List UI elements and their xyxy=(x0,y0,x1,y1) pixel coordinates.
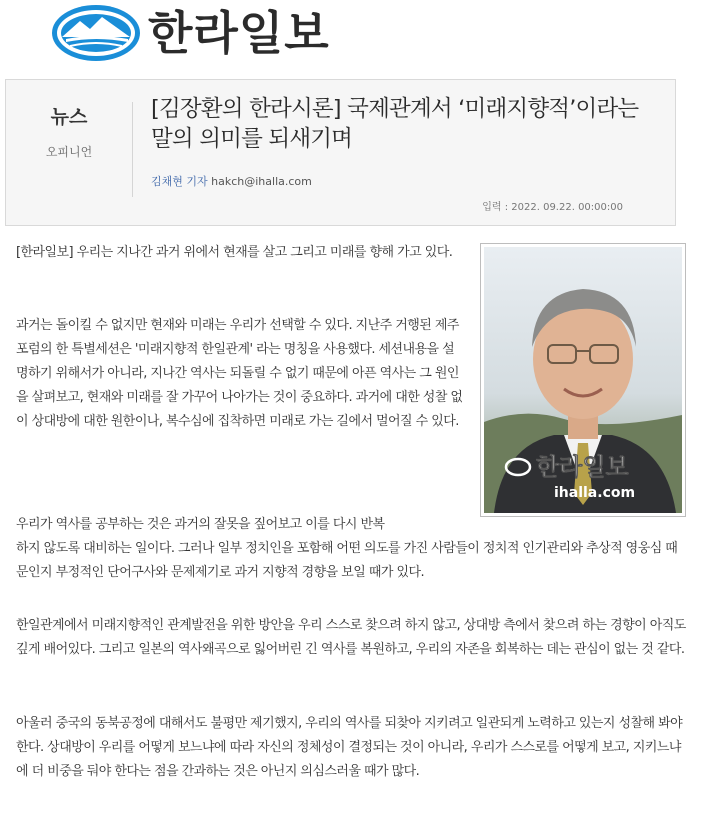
article-paragraph: 한일관계에서 미래지향적인 관계발전을 위한 방안을 우리 스스로 찾으려 하지 않고, 상대방 측에서 찾으려 하는 경향이 아직도 깊게 배어있다. 그리고 일본의 역사왜곡으로 잃어버린 긴 역사를 복원하고, 우리의 자존을 회복하는 데는 관심이 없는 것 같다. xyxy=(16,618,686,657)
article-paragraph: 과거는 돌이킬 수 없지만 현재와 미래는 우리가 선택할 수 있다. 지난주 거행된 제주포럼의 한 특별세션은 '미래지향적 한일관계' 라는 명칭을 사용했다. 세션내용을 설명하기 위해서가 아니라, 지나간 역사는 되돌릴 수 없기 때문에 아픈 역사는 그 원인을 살펴보고, 현재와 미래를 잘 가꾸어 나아가는 것이 중요하다. 과거에 대한 성찰 없이 상대방에 대한 원한이나, 복수심에 집착하면 미래로 가는 길에서 멀어질 수 있다. xyxy=(16,318,463,429)
article-header xyxy=(5,79,676,226)
watermark-text: 한라일보 xyxy=(536,453,629,481)
article-paragraph xyxy=(16,513,688,585)
publish-date: 입력 : 2022. 09.22. 00:00:00 xyxy=(482,202,623,213)
halla-logo-icon xyxy=(50,3,142,63)
logo-text: 한라일보 xyxy=(148,6,330,60)
site-logo[interactable] xyxy=(50,2,370,64)
subsection-opinion-link[interactable]: 오피니언 xyxy=(45,145,93,159)
reporter-name-link[interactable]: 김채현 기자 xyxy=(151,175,208,188)
watermark-url: ihalla.com xyxy=(554,485,636,501)
article-paragraph: [한라일보] 우리는 지나간 과거 위에서 현재를 살고 그리고 미래를 향해 가고 있다. xyxy=(16,245,453,260)
byline xyxy=(151,173,312,189)
article-paragraph-text: 우리가 역사를 공부하는 것은 과거의 잘못을 짚어보고 이를 다시 반복 하지 않도록 대비하는 일이다. 그러나 일부 정치인을 포함해 어떤 의도를 가진 사람들이 정치적 인기관리와 추상적 영웅심 때문인지 부정적인 단어구사와 문제제기로 과거 지향적 경향을 보일 때가 있다. xyxy=(16,517,678,580)
section-news-link[interactable]: 뉴스 xyxy=(50,106,88,128)
divider xyxy=(132,102,133,197)
author-photo xyxy=(480,243,686,517)
article-title: [김장환의 한라시론] 국제관계서 ‘미래지향적’이라는 말의 의미를 되새기며 xyxy=(151,96,639,152)
portrait-image xyxy=(484,247,682,513)
reporter-email: hakch@ihalla.com xyxy=(211,175,312,188)
article-paragraph: 아울러 중국의 동북공정에 대해서도 불평만 제기했지, 우리의 역사를 되찾아 지키려고 일관되게 노력하고 있는지 성찰해 봐야 한다. 상대방이 우리를 어떻게 보느냐에 따라 자신의 정체성이 결정되는 것이 아니라, 우리가 스스로를 어떻게 보고, 지키느냐에 더 비중을 둬야 한다는 점을 간과하는 것은 아닌지 의심스러울 때가 많다. xyxy=(16,716,683,779)
section-nav xyxy=(6,102,132,160)
